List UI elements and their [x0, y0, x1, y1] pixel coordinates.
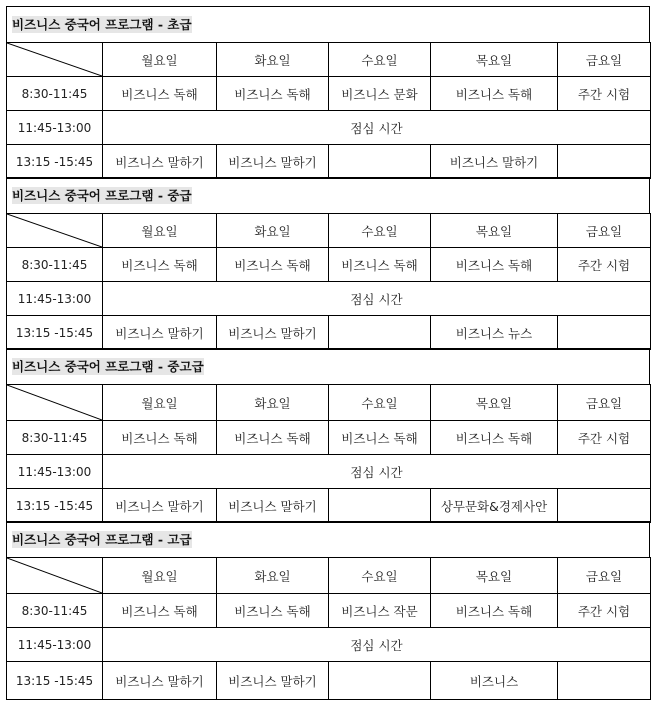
time-slot: 13:15 -15:45 — [7, 316, 103, 350]
class-cell — [329, 316, 431, 350]
program-title — [6, 6, 650, 42]
program-title — [6, 348, 650, 384]
class-cell: 상무문화&경제사안 — [431, 489, 558, 523]
class-cell: 비즈니스 작문 — [329, 594, 431, 628]
program-title — [6, 521, 650, 557]
class-cell: 비즈니스 독해 — [217, 248, 329, 282]
time-slot: 13:15 -15:45 — [7, 662, 103, 700]
class-cell: 비즈니스 독해 — [103, 77, 217, 111]
class-cell: 비즈니스 독해 — [217, 421, 329, 455]
day-header: 금요일 — [558, 214, 651, 248]
day-header: 화요일 — [217, 385, 329, 421]
day-header: 목요일 — [431, 558, 558, 594]
class-cell — [558, 662, 651, 700]
lunch-row — [7, 282, 651, 316]
class-row — [7, 489, 651, 523]
class-cell: 주간 시험 — [558, 594, 651, 628]
day-header-row — [7, 558, 651, 594]
class-cell: 비즈니스 말하기 — [217, 662, 329, 700]
corner-cell — [7, 385, 103, 421]
day-header: 월요일 — [103, 43, 217, 77]
class-cell: 주간 시험 — [558, 421, 651, 455]
time-slot: 11:45-13:00 — [7, 282, 103, 316]
class-cell: 비즈니스 말하기 — [217, 316, 329, 350]
schedule-table — [6, 384, 651, 523]
program-section — [6, 177, 650, 350]
day-header: 월요일 — [103, 214, 217, 248]
day-header: 수요일 — [329, 214, 431, 248]
day-header-row — [7, 43, 651, 77]
diagonal-divider — [7, 214, 102, 247]
corner-cell — [7, 43, 103, 77]
class-cell: 비즈니스 독해 — [431, 594, 558, 628]
class-cell: 비즈니스 — [431, 662, 558, 700]
class-cell: 주간 시험 — [558, 248, 651, 282]
time-slot: 11:45-13:00 — [7, 111, 103, 145]
day-header: 목요일 — [431, 385, 558, 421]
day-header: 목요일 — [431, 43, 558, 77]
time-slot: 8:30-11:45 — [7, 77, 103, 111]
class-cell: 비즈니스 말하기 — [103, 316, 217, 350]
program-title-text: 비즈니스 중국어 프로그램 - 초급 — [12, 17, 192, 32]
program-section — [6, 6, 650, 179]
class-cell: 비즈니스 뉴스 — [431, 316, 558, 350]
day-header: 수요일 — [329, 43, 431, 77]
time-slot: 8:30-11:45 — [7, 248, 103, 282]
class-cell: 비즈니스 말하기 — [431, 145, 558, 179]
class-row — [7, 594, 651, 628]
class-cell: 비즈니스 말하기 — [103, 489, 217, 523]
class-cell — [329, 145, 431, 179]
diagonal-divider — [7, 43, 102, 76]
day-header: 수요일 — [329, 385, 431, 421]
class-row — [7, 248, 651, 282]
lunch-break-cell: 점심 시간 — [103, 111, 651, 145]
program-title-text: 비즈니스 중국어 프로그램 - 고급 — [12, 532, 192, 547]
schedule-table — [6, 42, 651, 179]
class-row — [7, 421, 651, 455]
lunch-row — [7, 455, 651, 489]
schedule-table — [6, 557, 651, 700]
class-cell: 비즈니스 독해 — [103, 248, 217, 282]
time-slot: 11:45-13:00 — [7, 455, 103, 489]
day-header: 화요일 — [217, 43, 329, 77]
class-cell: 비즈니스 말하기 — [103, 662, 217, 700]
time-slot: 11:45-13:00 — [7, 628, 103, 662]
day-header-row — [7, 385, 651, 421]
diagonal-divider — [7, 385, 102, 420]
class-row — [7, 662, 651, 700]
class-row — [7, 145, 651, 179]
day-header: 월요일 — [103, 385, 217, 421]
day-header: 월요일 — [103, 558, 217, 594]
class-cell: 비즈니스 독해 — [431, 421, 558, 455]
class-cell: 비즈니스 말하기 — [217, 489, 329, 523]
class-cell: 비즈니스 독해 — [103, 594, 217, 628]
class-cell: 비즈니스 독해 — [329, 421, 431, 455]
time-slot: 8:30-11:45 — [7, 594, 103, 628]
class-cell — [558, 489, 651, 523]
class-cell: 비즈니스 독해 — [329, 248, 431, 282]
program-section — [6, 521, 650, 700]
class-cell: 비즈니스 문화 — [329, 77, 431, 111]
lunch-break-cell: 점심 시간 — [103, 282, 651, 316]
class-cell: 비즈니스 말하기 — [217, 145, 329, 179]
class-cell: 비즈니스 독해 — [217, 594, 329, 628]
class-cell: 비즈니스 말하기 — [103, 145, 217, 179]
class-row — [7, 316, 651, 350]
lunch-break-cell: 점심 시간 — [103, 628, 651, 662]
program-section — [6, 348, 650, 523]
class-row — [7, 77, 651, 111]
schedule-table — [6, 213, 651, 350]
class-cell — [558, 316, 651, 350]
day-header: 수요일 — [329, 558, 431, 594]
lunch-break-cell: 점심 시간 — [103, 455, 651, 489]
day-header: 화요일 — [217, 214, 329, 248]
day-header: 금요일 — [558, 43, 651, 77]
class-cell — [329, 662, 431, 700]
day-header-row — [7, 214, 651, 248]
day-header: 금요일 — [558, 558, 651, 594]
class-cell: 비즈니스 독해 — [431, 248, 558, 282]
lunch-row — [7, 628, 651, 662]
day-header: 목요일 — [431, 214, 558, 248]
day-header: 금요일 — [558, 385, 651, 421]
time-slot: 13:15 -15:45 — [7, 145, 103, 179]
program-title-text: 비즈니스 중국어 프로그램 - 중고급 — [12, 359, 204, 374]
diagonal-divider — [7, 558, 102, 593]
corner-cell — [7, 558, 103, 594]
corner-cell — [7, 214, 103, 248]
class-cell: 비즈니스 독해 — [431, 77, 558, 111]
time-slot: 13:15 -15:45 — [7, 489, 103, 523]
program-title — [6, 177, 650, 213]
class-cell — [558, 145, 651, 179]
class-cell — [329, 489, 431, 523]
class-cell: 주간 시험 — [558, 77, 651, 111]
program-title-text: 비즈니스 중국어 프로그램 - 중급 — [12, 188, 192, 203]
time-slot: 8:30-11:45 — [7, 421, 103, 455]
class-cell: 비즈니스 독해 — [217, 77, 329, 111]
day-header: 화요일 — [217, 558, 329, 594]
class-cell: 비즈니스 독해 — [103, 421, 217, 455]
lunch-row — [7, 111, 651, 145]
